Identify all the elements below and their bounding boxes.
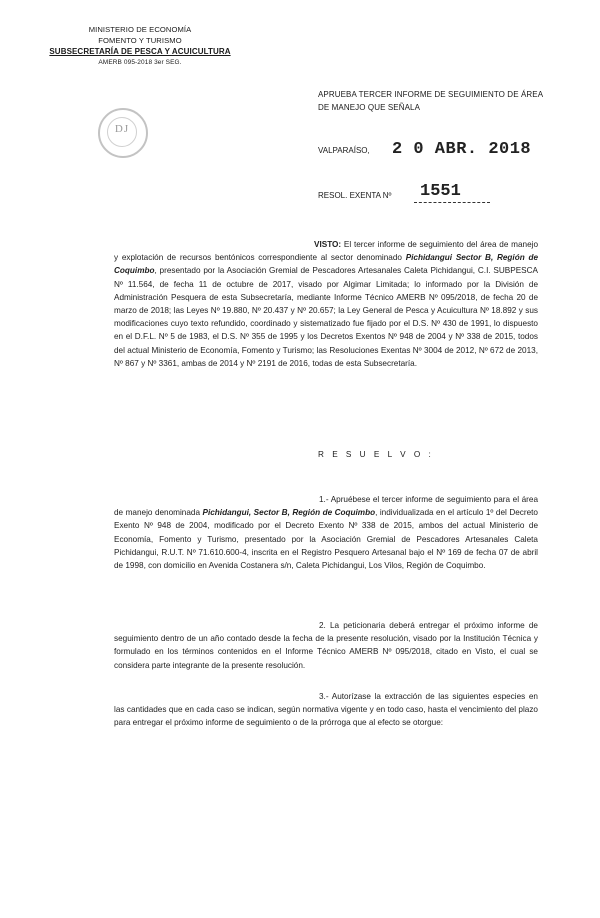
visto-text-a: El tercer informe de seguimiento del área de manejo y explotación de recursos bentónicos correspondiente al sector denominado: [114, 240, 538, 263]
date-stamp: 2 0 ABR. 2018: [392, 140, 532, 159]
header-ministry: MINISTERIO DE ECONOMÍA: [88, 25, 192, 34]
resolution-number: 1551: [420, 182, 461, 201]
resuelvo-heading: R E S U E L V O :: [318, 450, 434, 459]
item1-text-a: 1.- Apruébese el tercer informe de seguimiento para el área de manejo denominada: [114, 495, 538, 518]
header-subsecretaria: SUBSECRETARÍA DE PESCA Y ACUICULTURA: [49, 47, 231, 56]
official-seal-text: DJ: [114, 123, 130, 135]
place-label: VALPARAÍSO,: [318, 146, 370, 155]
item1-sector: Pichidangui, Sector B, Región de Coquimbo: [202, 508, 376, 518]
visto-label: VISTO:: [314, 240, 342, 249]
resolution-number-underline: [414, 202, 490, 203]
resolution-item-3: 3.- Autorízase la extracción de las siguientes especies en las cantidades que en cada caso se indican, según normativa vigente y en todo caso, hasta el vencimiento del plazo para entregar el próximo informe de seguimiento o de la prórroga que al efecto se otorgue:: [114, 692, 538, 728]
visto-paragraph: [114, 238, 538, 370]
resolution-item-2: 2. La peticionaria deberá entregar el próximo informe de seguimiento dentro de un año contado desde la fecha de la presente resolución, visado por la Institución Técnica y formulado en los términos contenidos en el Informe Técnico AMERB Nº 095/2018, citado en Visto, el cual se considera parte integrante de la presente resolución.: [114, 621, 538, 670]
resolution-item-1: [114, 493, 538, 572]
visto-text-b: , presentado por la Asociación Gremial de Pescadores Artesanales Caleta Pichidangui, C.I. SUBPESCA Nº 11.564, de fecha 11 de octubre de 2017, visado por Algimar Limitada; lo informado por la División de Administración Pesquera de esta Subsecretaría, mediante Informe Técnico AMERB Nº 095/2018, de fecha 20 de marzo de 2018; las Leyes Nº 19.880, Nº 20.437 y Nº 20.657; la Ley General de Pesca y Acuicultura Nº 18.892 y sus modificaciones cuyo texto refundido, coordinado y sistematizado fue fijado por el D.S. Nº 430 de 1991, lo dispuesto en el D.F.L. Nº 5 de 1983, el D.S. Nº 355 de 1995 y los Decretos Exentos Nº 948 de 2004 y Nº 338 de 2015, todos del actual Ministerio de Economía, Fomento y Turismo; las Resoluciones Exentas Nº 3004 de 2012, Nº 672 de 2013, Nº 867 y Nº 3361, ambas de 2014 y Nº 2191 de 2016, todas de esta Subsecretaría.: [114, 266, 538, 368]
header-reference: AMERB 095-2018 3er SEG.: [98, 59, 182, 66]
document-title: APRUEBA TERCER INFORME DE SEGUIMIENTO DE ÁREA DE MANEJO QUE SEÑALA: [318, 90, 543, 112]
ministry-header: [40, 24, 240, 68]
header-ministry-2: FOMENTO Y TURISMO: [98, 36, 182, 45]
item1-text-b: , individualizada en el artículo 1º del Decreto Exento Nº 948 de 2004, modificado por el Decreto Exento Nº 338 de 2015, ambos del actual Ministerio de Economía, Fomento y Turismo, presentado por la Asociación Gremial de Pescadores Artesanales Caleta Pichidangui, R.U.T. Nº 71.610.600-4, inscrita en el Registro Pesquero Artesanal bajo el Nº 169 de fecha 07 de abril de 1998, con domicilio en Avenida Costanera s/n, Caleta Pichidangui, Los Vilos, Región de Coquimbo.: [114, 508, 538, 571]
resolution-label: RESOL. EXENTA Nº: [318, 191, 392, 200]
visto-sector: Pichidangui Sector B, Región de Coquimbo: [114, 253, 538, 276]
